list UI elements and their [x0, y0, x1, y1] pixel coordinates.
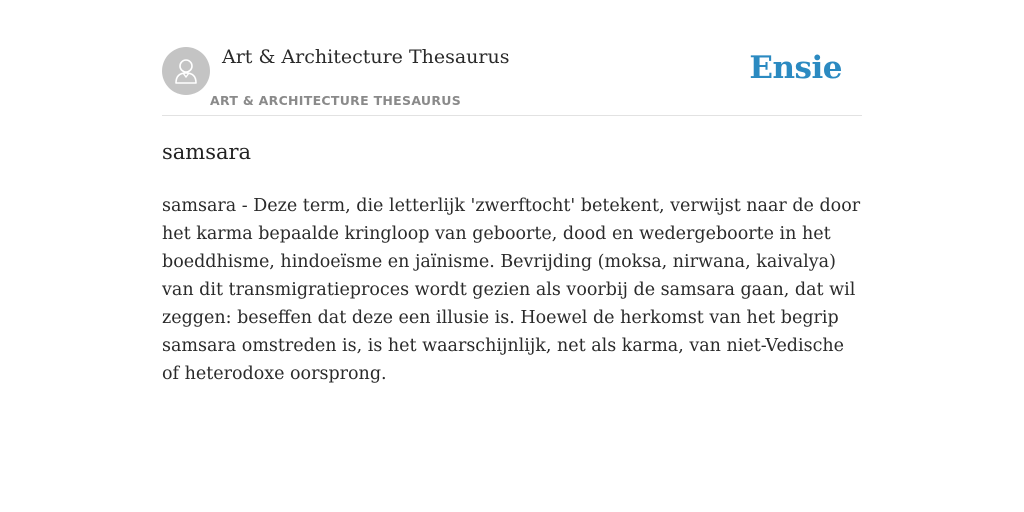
- brand-logo[interactable]: Ensie: [749, 50, 842, 86]
- page-title: samsara: [162, 140, 252, 164]
- page-container: [162, 0, 862, 384]
- source-header: [162, 0, 862, 116]
- user-icon: [171, 56, 201, 86]
- source-title[interactable]: Art & Architecture Thesaurus: [222, 46, 510, 68]
- definition-text: samsara - Deze term, die letterlijk 'zwerftocht' betekent, verwijst naar de door het karma bepaalde kringloop van geboorte, dood en wedergeboorte in het boeddhisme, hindoeïsme en jaïnisme. Bevrijding (moksa, nirwana, kaivalya) van dit transmigratieproces wordt gezien als voorbij de samsara gaan, dat wil zeggen: beseffen dat deze een illusie is. Hoewel de herkomst van het begrip samsara omstreden is, is het waarschijnlijk, net als karma, van niet-Vedische of heterodoxe oorsprong.: [162, 196, 861, 384]
- source-subtitle[interactable]: ART & ARCHITECTURE THESAURUS: [210, 93, 462, 108]
- avatar[interactable]: [162, 47, 210, 95]
